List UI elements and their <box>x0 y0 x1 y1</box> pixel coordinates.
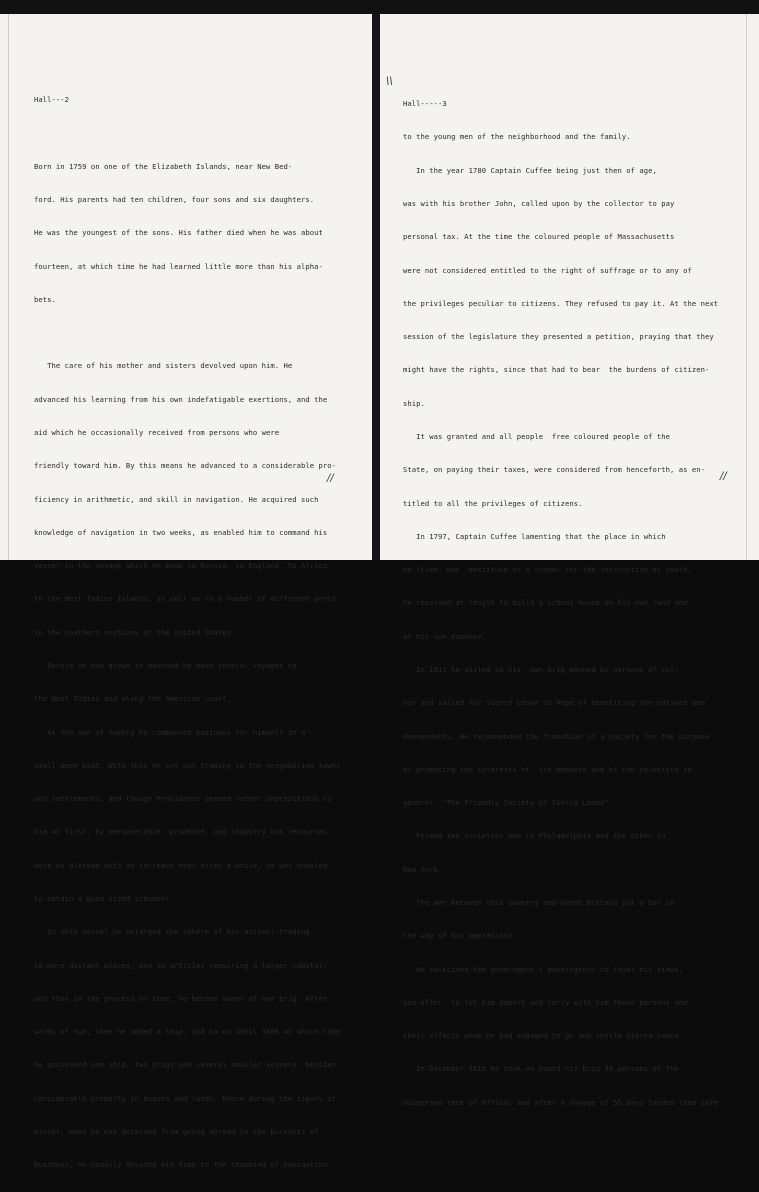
text-line: bets. <box>34 294 56 304</box>
text-line: their effects whom he had engaged to go and settle Sierra Leona. <box>403 1031 684 1041</box>
text-line: titled to all the privileges of citizens. <box>403 498 583 508</box>
text-line: and thus in the process of time, he became owner of one brig. After- <box>34 993 332 1003</box>
text-line: New York. <box>403 864 443 874</box>
text-line: He was the youngest of the sons. His father died when he was about <box>34 228 323 238</box>
page-edge-line <box>746 14 747 560</box>
margin-mark: \\ <box>386 76 393 87</box>
text-line: It was granted and all people free coloured people of the <box>403 432 671 441</box>
text-line: fourteen, at which time he had learned little more than his alpha- <box>34 261 323 271</box>
text-line: was with his brother John, called upon by the collector to pay <box>403 199 675 209</box>
text-line: ford. His parents had ten children, four sons and six daughters. <box>34 195 315 205</box>
text-line: advanced his learning from his own indefatigable exertions, and the <box>34 394 328 404</box>
page-header: Hall---2 <box>34 95 70 105</box>
text-line: and settlements; and though Providence seemed rather unpropitious to <box>34 794 332 804</box>
text-line: In this vessel he enlarged the sphere of his action; trading <box>34 927 310 937</box>
text-line: to obtain a good sized schooner. <box>34 893 175 903</box>
text-line: dispersed race of Africa; and after a voyage of 55 days landed them safe- <box>403 1097 723 1107</box>
text-line: small open boat. With this he set out trading to the neighboring towns <box>34 760 341 770</box>
text-line: Before he had grown to manhood he made several voyages to <box>34 660 297 670</box>
text-line: At the age of twenty he commenced business for himself in a <box>34 727 306 737</box>
text-line: personal tax. At the time the coloured people of Massachusetts <box>403 232 675 242</box>
text-line: winter, when he was detained from going abroad in the pursuits of <box>34 1126 319 1136</box>
text-line: at his own expense. <box>403 631 487 641</box>
page-gutter <box>372 14 380 560</box>
text-line: to more distant places, and in articles requiring a larger capital; <box>34 960 328 970</box>
text-line: of promoting the interests of its members and of the colonists in <box>403 764 692 774</box>
text-line: business, he usually devoted his time to the teaching of navigation <box>34 1160 328 1170</box>
text-line: considerable property in houses and lands. Hence during the rigors of <box>34 1093 337 1103</box>
text-line: might have the rights, since that had to bear the burdens of citizen- <box>403 365 710 375</box>
text-line: the privileges peculiar to citizens. They refused to pay it. At the next <box>403 298 719 308</box>
margin-mark: // <box>720 471 727 482</box>
text-line: Formed two societies one in Philadelphia and the other in <box>403 831 666 841</box>
text-line: The care of his mother and sisters devolved upon him. He <box>34 361 293 371</box>
text-line: descendents. He recommended the fromation of a society for the purpose <box>403 731 710 741</box>
top-dark-band <box>0 0 759 14</box>
text-line: he possessed one ship, two brigs and several smaller vessels, besides <box>34 1060 337 1070</box>
text-line: wards of two, then he added a ship, and so on until 1806 at which time <box>34 1027 341 1037</box>
text-line: he resolved at length to build a school house on his own land and <box>403 598 688 608</box>
text-line: the way of his operations. <box>403 931 517 941</box>
text-line: ficiency in arithmetic, and skill in navigation. He acquired such <box>34 494 319 504</box>
text-line: he lived, was destitute of a school for the instruction of youth, <box>403 565 692 575</box>
spacer <box>34 127 340 138</box>
text-line: to the West Indies Islands, as well as to a number of different ports <box>34 594 337 604</box>
page-fold-line <box>8 14 9 560</box>
text-line: aid which he occasionally received from persons who were <box>34 428 280 437</box>
text-line: and after to let him depart and carry with him those persons and <box>403 997 688 1007</box>
text-line: session of the legislature they presented a petition, praying that they <box>403 332 714 342</box>
text-line: knowledge of navigation in two weeks, as enabled him to command his <box>34 527 328 537</box>
text-line: the West Indies and along the American coast. <box>34 694 231 704</box>
text-line: friendly toward him. By this means he advanced to a considerable pro- <box>34 461 337 471</box>
text-line: vessel in the voyage which he made to Russia, to England, to Africa, <box>34 561 332 571</box>
margin-mark: // <box>327 473 334 484</box>
text-line: In 1811 he sailed in his own brig manned by persons of col- <box>403 664 679 674</box>
text-line: State, on paying their taxes, were considered from henceforth, as en- <box>403 465 706 475</box>
left-page <box>0 14 372 1170</box>
text-line: our and sailed for Sierra Leona in hope of benefiting the natives and <box>403 698 706 708</box>
right-page <box>380 14 759 1107</box>
text-line: He solicited the government ( Washington) to favor his views, <box>403 964 684 974</box>
text-line: him at first, by perseverance, prudence, and industry his resources <box>34 827 328 837</box>
text-line <box>34 327 340 338</box>
text-line: In the year 1780 Captain Cuffee being just then of age, <box>403 165 657 175</box>
text-line: In December 1815 he took on board his brig 38 persons of the <box>403 1064 679 1074</box>
text-line: Born in 1759 on one of the Elizabeth Islands, near New Bed- <box>34 161 293 171</box>
text-line: were so blessed with an increase that after a while, he was enabled <box>34 860 328 870</box>
text-line: general. "The Friendly Society of Sierra Leona". <box>403 798 614 808</box>
left-page-text <box>34 72 340 1192</box>
text-line: to the young men of the neighborhood and the family. <box>403 132 631 142</box>
text-line: ship. <box>403 398 425 408</box>
right-page-text <box>403 76 723 1130</box>
page-header: Hall-----3 <box>403 99 447 109</box>
text-line: in the southern sections of the United States. <box>34 627 236 637</box>
text-line: were not considered entitled to the right of suffrage or to any of <box>403 265 692 275</box>
text-line: In 1797, Captain Cuffee lamenting that the place in which <box>403 531 666 541</box>
text-line: The war between this country and Great Britain put a bar in <box>403 897 675 907</box>
